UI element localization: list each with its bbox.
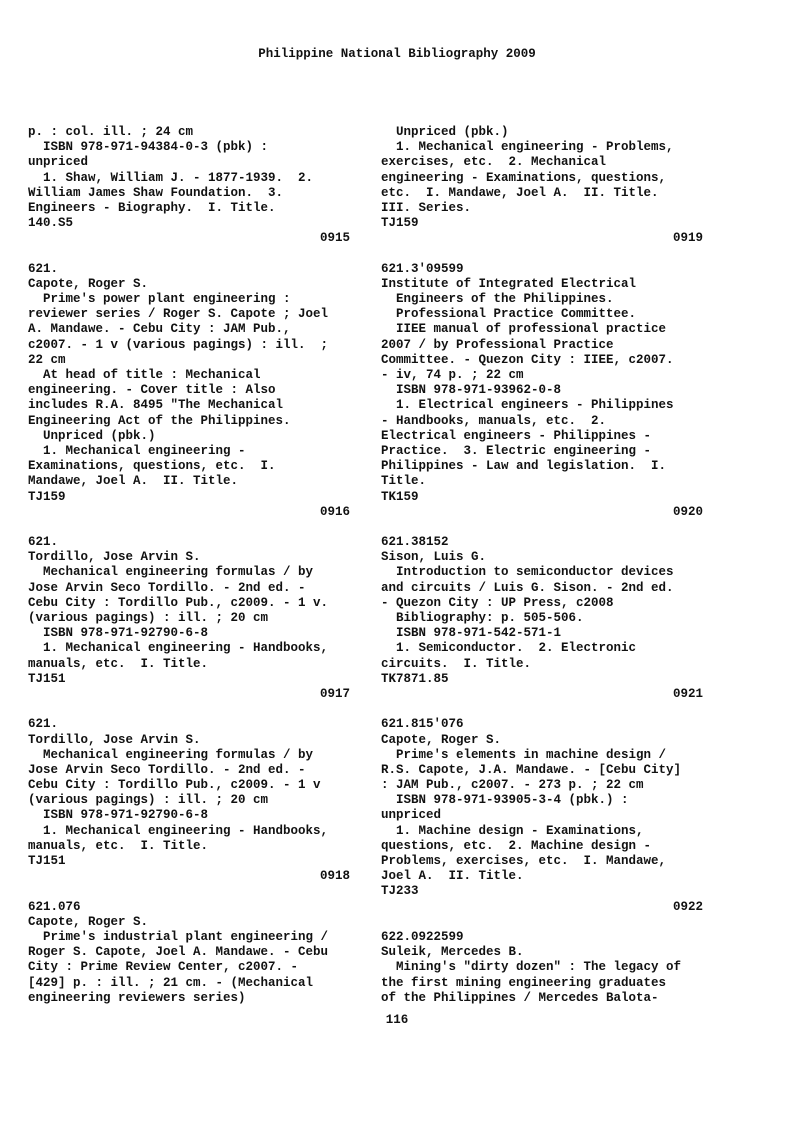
entry-line: Committee. - Quezon City : IIEE, c2007. (381, 352, 674, 367)
entry-line: 140.S5 (28, 216, 74, 231)
bibliographic-entry (381, 535, 703, 702)
entry-line: At head of title : Mechanical (28, 368, 261, 382)
entry-line: Joel A. II. Title. (381, 869, 524, 884)
entry-line: 621.815'076 (381, 717, 464, 732)
entry-line: William James Shaw Foundation. 3. (28, 185, 284, 200)
entry-line: Tordillo, Jose Arvin S. (28, 732, 201, 747)
entry-spacer (381, 915, 703, 930)
entry-line: TJ151 (28, 854, 66, 868)
entry-line: and circuits / Luis G. Sison. - 2nd ed. (381, 580, 674, 595)
entry-line: ISBN 978-971-92790-6-8 (28, 808, 209, 823)
entry-line: p. : col. ill. ; 24 cm (28, 125, 194, 139)
entry-number: 0922 (672, 899, 703, 914)
entry-line: 622.0922599 (381, 929, 464, 944)
entry-line: engineering - Examinations, questions, (381, 170, 667, 185)
entry-spacer (28, 520, 350, 535)
entry-line: ISBN 978-971-93905-3-4 (pbk.) : (381, 793, 629, 808)
entry-line: Introduction to semiconductor devices (381, 565, 674, 580)
entry-line: 1. Machine design - Examinations, (381, 823, 644, 838)
entry-line: 621. (28, 261, 59, 276)
entry-line: 621. (28, 535, 59, 550)
entry-line: ISBN 978-971-92790-6-8 (28, 626, 209, 641)
entry-line: TK7871.85 (381, 671, 449, 686)
entry-line: unpriced (28, 155, 89, 170)
entry-line: Engineering Act of the Philippines. (28, 413, 291, 428)
entry-line: manuals, etc. I. Title. (28, 838, 209, 853)
entry-number: 0916 (319, 504, 350, 519)
bibliographic-entry (381, 717, 703, 914)
entry-line: Suleik, Mercedes B. (381, 945, 524, 960)
page-number: 116 (385, 1013, 409, 1027)
entry-line: (various pagings) : ill. ; 20 cm (28, 611, 269, 625)
left-column (28, 125, 350, 1006)
entry-line: TJ151 (28, 671, 66, 686)
entry-line: Engineers of the Philippines. (381, 292, 614, 307)
entry-line: Mechanical engineering formulas / by (28, 747, 314, 762)
entry-spacer (28, 702, 350, 717)
entry-line: c2007. - 1 v (various pagings) : ill. ; (28, 337, 329, 352)
entry-line: engineering. - Cover title : Also (28, 383, 276, 398)
entry-line: Bibliography: p. 505-506. (381, 611, 584, 625)
bibliographic-entry (28, 125, 350, 247)
running-header: Philippine National Bibliography 2009 (258, 47, 536, 61)
entry-line: Problems, exercises, etc. I. Mandawe, (381, 854, 667, 868)
entry-line: ISBN 978-971-542-571-1 (381, 626, 562, 641)
entry-line: 22 cm (28, 352, 66, 367)
entry-line: TK159 (381, 489, 419, 504)
entry-number: 0920 (672, 504, 703, 519)
entry-line: Capote, Roger S. (28, 914, 149, 929)
entry-line: 621.38152 (381, 535, 449, 550)
entry-line: Professional Practice Committee. (381, 307, 637, 322)
entry-line: Capote, Roger S. (381, 732, 502, 747)
entry-line: 1. Mechanical engineering - Handbooks, (28, 823, 329, 838)
entry-line: includes R.A. 8495 "The Mechanical (28, 398, 284, 413)
entry-line: Roger S. Capote, Joel A. Mandawe. - Cebu (28, 945, 329, 960)
right-column (381, 125, 703, 1006)
entry-line: Jose Arvin Seco Tordillo. - 2nd ed. - (28, 762, 306, 777)
entry-line: reviewer series / Roger S. Capote ; Joel (28, 307, 329, 322)
entry-line: manuals, etc. I. Title. (28, 656, 209, 671)
entry-line: Mandawe, Joel A. II. Title. (28, 474, 239, 489)
entry-line: Practice. 3. Electric engineering - (381, 443, 652, 458)
entry-line: 1. Mechanical engineering - (28, 443, 246, 458)
bibliographic-entry (28, 717, 350, 884)
entry-line: Philippines - Law and legislation. I. (381, 459, 667, 474)
entry-line: Mechanical engineering formulas / by (28, 565, 314, 580)
entry-line: - Quezon City : UP Press, c2008 (381, 595, 614, 610)
entry-line: 1. Electrical engineers - Philippines (381, 398, 674, 413)
entry-line: the first mining engineering graduates (381, 975, 667, 990)
entry-number: 0918 (319, 869, 350, 884)
entry-line: TJ159 (28, 489, 66, 504)
entry-line: Sison, Luis G. (381, 550, 487, 565)
entry-spacer (28, 884, 350, 899)
entry-number: 0917 (319, 686, 350, 701)
entry-number: 0921 (672, 686, 703, 701)
bibliographic-entry (28, 900, 350, 1006)
entry-line: IIEE manual of professional practice (381, 322, 667, 337)
bibliographic-entry (381, 125, 703, 247)
entry-line: - iv, 74 p. ; 22 cm (381, 368, 524, 382)
entry-line: exercises, etc. 2. Mechanical (381, 155, 607, 170)
entry-line: 1. Mechanical engineering - Handbooks, (28, 641, 329, 656)
entry-line: 1. Mechanical engineering - Problems, (381, 140, 674, 155)
bibliographic-entry (381, 930, 703, 1006)
entry-line: 2007 / by Professional Practice (381, 337, 614, 352)
entry-line: [429] p. : ill. ; 21 cm. - (Mechanical (28, 975, 314, 990)
entry-line: Cebu City : Tordillo Pub., c2009. - 1 v. (28, 595, 329, 610)
entry-line: engineering reviewers series) (28, 990, 246, 1005)
entry-line: : JAM Pub., c2007. - 273 p. ; 22 cm (381, 778, 644, 793)
entry-line: 621. (28, 717, 59, 732)
entry-line: etc. I. Mandawe, Joel A. II. Title. (381, 185, 659, 200)
entry-line: 1. Shaw, William J. - 1877-1939. 2. (28, 170, 314, 185)
entry-line: Institute of Integrated Electrical (381, 276, 637, 291)
entry-line: TJ233 (381, 884, 419, 899)
entry-line: 1. Semiconductor. 2. Electronic (381, 641, 637, 656)
bibliographic-entry (381, 262, 703, 520)
entry-line: R.S. Capote, J.A. Mandawe. - [Cebu City] (381, 762, 682, 777)
entry-spacer (381, 520, 703, 535)
entry-spacer (381, 247, 703, 262)
entry-line: questions, etc. 2. Machine design - (381, 838, 652, 853)
entry-line: Mining's "dirty dozen" : The legacy of (381, 960, 682, 975)
entry-number: 0919 (672, 231, 703, 246)
entry-line: circuits. I. Title. (381, 656, 532, 671)
entry-line: TJ159 (381, 216, 419, 231)
entry-line: Electrical engineers - Philippines - (381, 428, 652, 443)
bibliographic-entry (28, 535, 350, 702)
entry-line: Prime's power plant engineering : (28, 292, 291, 307)
entry-line: Capote, Roger S. (28, 276, 149, 291)
entry-line: Unpriced (pbk.) (381, 125, 509, 139)
entry-line: (various pagings) : ill. ; 20 cm (28, 793, 269, 808)
bibliographic-entry (28, 262, 350, 520)
entry-line: Engineers - Biography. I. Title. (28, 200, 276, 215)
entry-line: Jose Arvin Seco Tordillo. - 2nd ed. - (28, 580, 306, 595)
entry-line: City : Prime Review Center, c2007. - (28, 960, 299, 975)
entry-line: Prime's industrial plant engineering / (28, 929, 329, 944)
entry-line: Tordillo, Jose Arvin S. (28, 550, 201, 565)
entry-line: 621.076 (28, 899, 81, 914)
entry-line: of the Philippines / Mercedes Balota- (381, 990, 659, 1005)
entry-line: Examinations, questions, etc. I. (28, 459, 276, 474)
entry-line: Title. (381, 474, 427, 489)
entry-number: 0915 (319, 231, 350, 246)
entry-line: ISBN 978-971-93962-0-8 (381, 383, 562, 398)
entry-line: unpriced (381, 808, 442, 823)
entry-line: III. Series. (381, 200, 472, 215)
entry-spacer (381, 702, 703, 717)
entry-line: 621.3'09599 (381, 261, 464, 276)
entry-line: ISBN 978-971-94384-0-3 (pbk) : (28, 140, 269, 155)
entry-line: A. Mandawe. - Cebu City : JAM Pub., (28, 322, 291, 337)
entry-line: Prime's elements in machine design / (381, 747, 667, 762)
entry-spacer (28, 247, 350, 262)
entry-line: Unpriced (pbk.) (28, 428, 156, 443)
entry-line: Cebu City : Tordillo Pub., c2009. - 1 v (28, 778, 321, 793)
entry-line: - Handbooks, manuals, etc. 2. (381, 413, 607, 428)
